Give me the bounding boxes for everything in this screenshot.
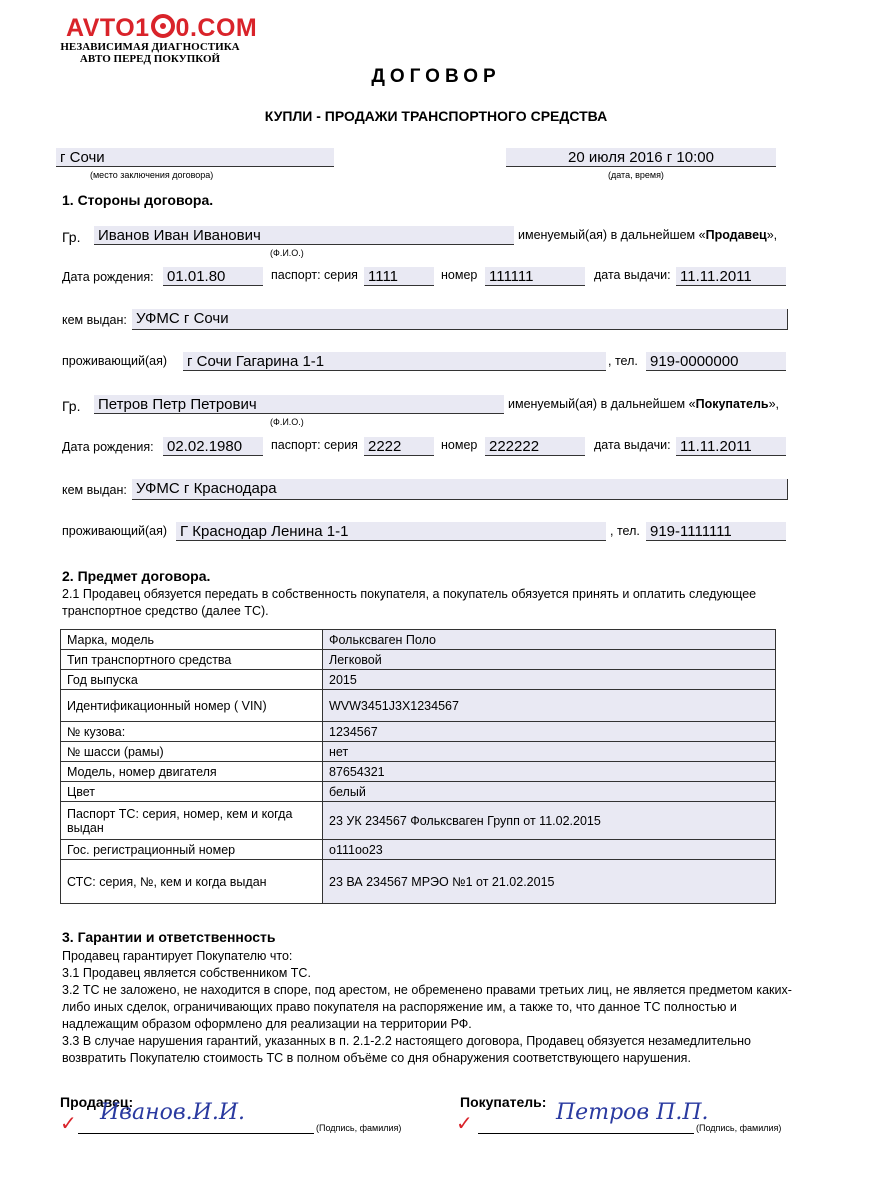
seller-issue-date-field[interactable]: 11.11.2011 bbox=[676, 267, 786, 286]
vehicle-key: Год выпуска bbox=[61, 670, 323, 690]
table-row bbox=[61, 670, 776, 690]
seller-number-label: номер bbox=[441, 268, 478, 282]
section-3-heading: 3. Гарантии и ответственность bbox=[62, 929, 276, 945]
table-row bbox=[61, 630, 776, 650]
document-title: ДОГОВОР bbox=[371, 66, 501, 87]
buyer-signature-label: Покупатель: bbox=[460, 1094, 547, 1110]
buyer-issue-date-field[interactable]: 11.11.2011 bbox=[676, 437, 786, 456]
table-row bbox=[61, 690, 776, 722]
table-row bbox=[61, 782, 776, 802]
vehicle-value[interactable]: нет bbox=[323, 742, 776, 762]
seller-issued-by-label: кем выдан: bbox=[62, 313, 127, 327]
table-row bbox=[61, 860, 776, 904]
vehicle-key: Марка, модель bbox=[61, 630, 323, 650]
section-1-heading: 1. Стороны договора. bbox=[62, 192, 214, 208]
buyer-residing-label: проживающий(ая) bbox=[62, 524, 167, 538]
section-3-line: 3.3 В случае нарушения гарантий, указанных в п. 2.1-2.2 настоящего договора, Продавец обязуется незамедлительно возвратить Покупателю стоимость ТС в полном объёме со дня обнаружения соответствующего нарушения. bbox=[62, 1034, 752, 1065]
buyer-number-field[interactable]: 222222 bbox=[485, 437, 585, 456]
vehicle-value[interactable]: 23 УК 234567 Фольксваген Групп от 11.02.2015 bbox=[323, 802, 776, 840]
seller-tel-label: , тел. bbox=[608, 354, 638, 368]
buyer-number-label: номер bbox=[441, 438, 478, 452]
vehicle-key: Модель, номер двигателя bbox=[61, 762, 323, 782]
datetime-caption: (дата, время) bbox=[608, 170, 664, 180]
seller-signature-label: Продавец: bbox=[60, 1094, 134, 1110]
buyer-tel-label: , тел. bbox=[610, 524, 640, 538]
seller-signature-line bbox=[78, 1132, 314, 1134]
table-row bbox=[61, 742, 776, 762]
logo-subtitle-line1: НЕЗАВИСИМАЯ ДИАГНОСТИКА bbox=[60, 41, 240, 53]
seller-role-c: », bbox=[766, 228, 778, 242]
table-row bbox=[61, 762, 776, 782]
logo-text-right: 0.COM bbox=[175, 14, 258, 42]
seller-phone-field[interactable]: 919-0000000 bbox=[646, 352, 786, 371]
buyer-series-field[interactable]: 2222 bbox=[364, 437, 434, 456]
section-2-heading: 2. Предмет договора. bbox=[62, 568, 211, 584]
seller-role-a: именуемый(ая) в дальнейшем « bbox=[518, 228, 706, 242]
buyer-fio-caption: (Ф.И.О.) bbox=[270, 417, 304, 427]
buyer-dob-field[interactable]: 02.02.1980 bbox=[163, 437, 263, 456]
seller-series-field[interactable]: 1111 bbox=[364, 267, 434, 286]
table-row bbox=[61, 802, 776, 840]
logo-subtitle bbox=[60, 41, 240, 65]
buyer-gr-label: Гр. bbox=[62, 398, 81, 414]
vehicle-value[interactable]: Легковой bbox=[323, 650, 776, 670]
table-row bbox=[61, 722, 776, 742]
vehicle-key: Гос. регистрационный номер bbox=[61, 840, 323, 860]
seller-name-field[interactable]: Иванов Иван Иванович bbox=[94, 226, 514, 245]
seller-dob-field[interactable]: 01.01.80 bbox=[163, 267, 263, 286]
table-row bbox=[61, 650, 776, 670]
seller-signature-caption: (Подпись, фамилия) bbox=[316, 1123, 402, 1133]
seller-number-field[interactable]: 111111 bbox=[485, 267, 585, 286]
section-2-text: 2.1 Продавец обязуется передать в собственность покупателя, а покупатель обязуется принять и оплатить следующее транспортное средство (далее ТС). bbox=[62, 587, 757, 618]
buyer-role-b: Покупатель bbox=[695, 397, 769, 411]
seller-residing-label: проживающий(ая) bbox=[62, 354, 167, 368]
vehicle-table bbox=[60, 629, 776, 904]
seller-series-label: паспорт: серия bbox=[271, 268, 358, 282]
buyer-series-label: паспорт: серия bbox=[271, 438, 358, 452]
vehicle-key: СТС: серия, №, кем и когда выдан bbox=[61, 860, 323, 904]
section-3-line: 3.2 ТС не заложено, не находится в споре, под арестом, не обременено правами третьих лиц, не является предметом каких-либо иных сделок, ограничивающих право покупателя на распоряжение им, а также то, что данное ТС полностью и надлежащим образом оформлено для реализации на территории РФ. bbox=[62, 983, 792, 1031]
logo-subtitle-line2: АВТО ПЕРЕД ПОКУПКОЙ bbox=[79, 53, 221, 65]
buyer-issued-by-label: кем выдан: bbox=[62, 483, 127, 497]
seller-gr-label: Гр. bbox=[62, 229, 81, 245]
seller-dob-label: Дата рождения: bbox=[62, 270, 154, 284]
vehicle-key: Идентификационный номер ( VIN) bbox=[61, 690, 323, 722]
buyer-dob-label: Дата рождения: bbox=[62, 440, 154, 454]
seller-fio-caption: (Ф.И.О.) bbox=[270, 248, 304, 258]
buyer-role-label bbox=[508, 397, 779, 411]
vehicle-value[interactable]: 1234567 bbox=[323, 722, 776, 742]
place-caption: (место заключения договора) bbox=[90, 170, 214, 180]
vehicle-value[interactable]: о111оо23 bbox=[323, 840, 776, 860]
seller-role-b: Продавец bbox=[705, 228, 767, 242]
vehicle-key: № шасси (рамы) bbox=[61, 742, 323, 762]
buyer-name-field[interactable]: Петров Петр Петрович bbox=[94, 395, 504, 414]
table-row bbox=[61, 840, 776, 860]
buyer-phone-field[interactable]: 919-1111111 bbox=[646, 522, 786, 541]
vehicle-value[interactable]: 23 ВА 234567 МРЭО №1 от 21.02.2015 bbox=[323, 860, 776, 904]
vehicle-value[interactable]: Фольксваген Поло bbox=[323, 630, 776, 650]
section-3-line: Продавец гарантирует Покупателю что: bbox=[62, 949, 293, 963]
vehicle-value[interactable]: 87654321 bbox=[323, 762, 776, 782]
seller-role-label bbox=[518, 228, 777, 242]
buyer-check-icon: ✓ bbox=[456, 1113, 473, 1135]
vehicle-key: № кузова: bbox=[61, 722, 323, 742]
vehicle-value[interactable]: 2015 bbox=[323, 670, 776, 690]
section-3-body bbox=[62, 948, 802, 1067]
vehicle-value[interactable]: WVW3451J3X1234567 bbox=[323, 690, 776, 722]
vehicle-key: Паспорт ТС: серия, номер, кем и когда выдан bbox=[61, 802, 323, 840]
document-subtitle: КУПЛИ - ПРОДАЖИ ТРАНСПОРТНОГО СРЕДСТВА bbox=[264, 108, 608, 124]
vehicle-key: Тип транспортного средства bbox=[61, 650, 323, 670]
buyer-signature-line bbox=[478, 1132, 694, 1134]
vehicle-value[interactable]: белый bbox=[323, 782, 776, 802]
logo-wheel-icon bbox=[151, 14, 175, 38]
buyer-role-c: », bbox=[768, 397, 780, 411]
seller-issue-date-label: дата выдачи: bbox=[594, 268, 671, 282]
buyer-signature[interactable]: Петров П.П. bbox=[556, 1100, 709, 1125]
buyer-address-field[interactable]: Г Краснодар Ленина 1-1 bbox=[176, 522, 606, 541]
logo bbox=[66, 14, 257, 43]
seller-address-field[interactable]: г Сочи Гагарина 1-1 bbox=[183, 352, 606, 371]
seller-check-icon: ✓ bbox=[60, 1113, 77, 1135]
logo-text-left: AVTO1 bbox=[66, 14, 150, 42]
seller-issued-by-field[interactable]: УФМС г Сочи bbox=[132, 309, 788, 330]
datetime-field[interactable]: 20 июля 2016 г 10:00 bbox=[506, 148, 776, 167]
section-3-line: 3.1 Продавец является собственником ТС. bbox=[62, 966, 311, 980]
buyer-role-a: именуемый(ая) в дальнейшем « bbox=[508, 397, 696, 411]
seller-signature[interactable]: Иванов.И.И. bbox=[100, 1100, 245, 1125]
buyer-signature-caption: (Подпись, фамилия) bbox=[696, 1123, 782, 1133]
buyer-issued-by-field[interactable]: УФМС г Краснодара bbox=[132, 479, 788, 500]
buyer-issue-date-label: дата выдачи: bbox=[594, 438, 671, 452]
vehicle-key: Цвет bbox=[61, 782, 323, 802]
place-field[interactable]: г Сочи bbox=[56, 148, 334, 167]
